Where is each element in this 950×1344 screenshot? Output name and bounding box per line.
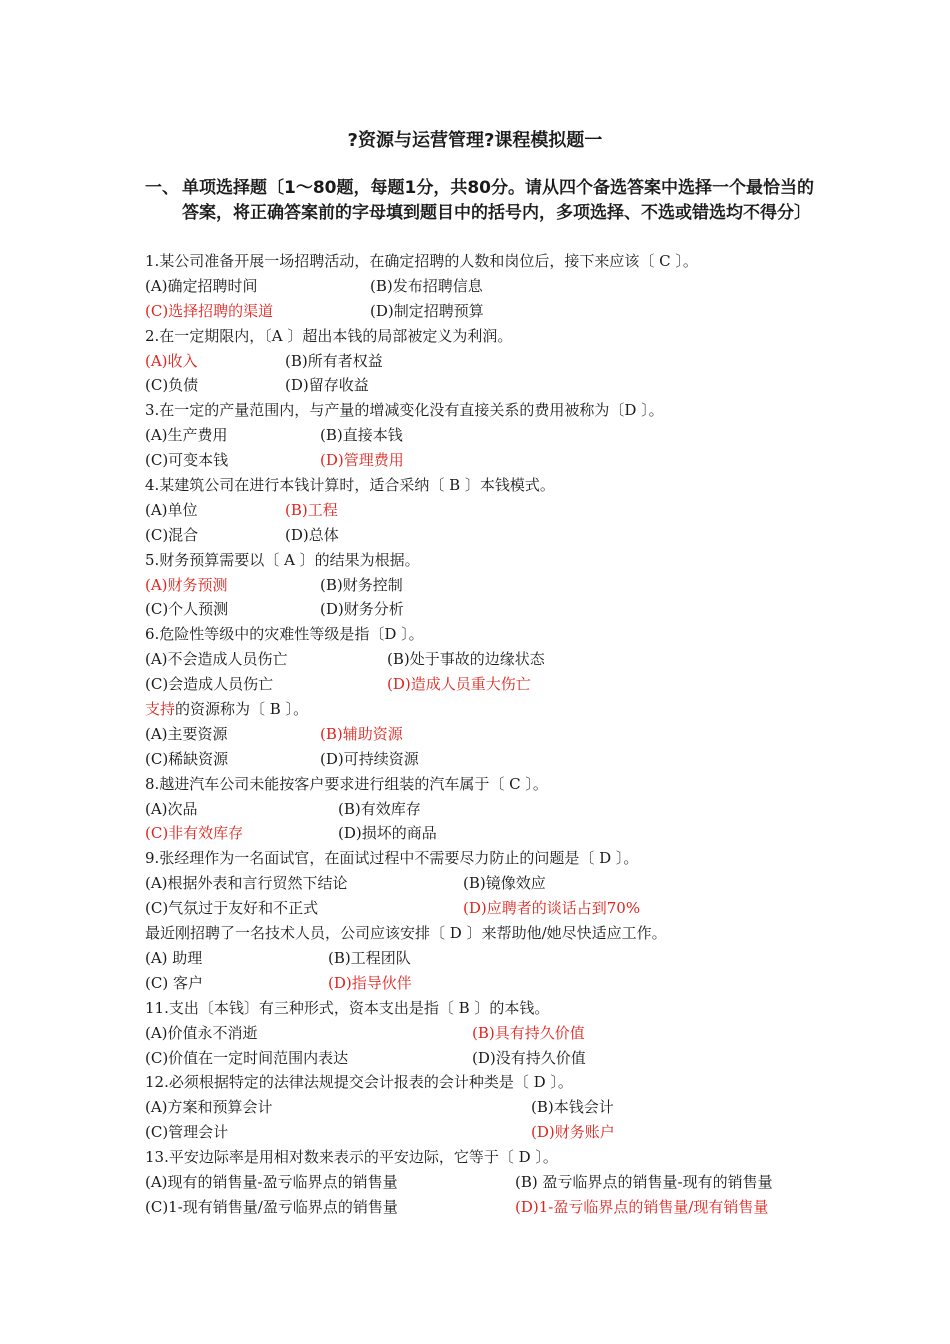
stem-text: 4.某建筑公司在进行本钱计算时，适合采纳〔 B 〕本钱模式。 [145, 476, 555, 495]
stem-text: 12.必须根据特定的法律法规提交会计报表的会计种类是〔 D 〕。 [145, 1073, 573, 1092]
option-d: (D)可持续资源 [320, 749, 419, 768]
stem-text: 的资源称为〔 B 〕。 [175, 700, 309, 719]
option-a: (A)收入 [145, 351, 198, 370]
stem-text: 5.财务预算需要以〔 A 〕的结果为根据。 [145, 550, 420, 569]
question-list [145, 249, 845, 1220]
option-row [145, 498, 845, 523]
question-stem [145, 846, 845, 871]
option-c: (C) 客户 [145, 973, 203, 992]
option-b: (B)处于事故的边缘状态 [387, 650, 545, 669]
option-row [145, 1195, 845, 1220]
question-stem [145, 622, 845, 647]
option-b: (B)镜像效应 [463, 874, 546, 893]
option-c: (C)稀缺资源 [145, 749, 229, 768]
option-c: (C)个人预测 [145, 600, 229, 619]
document-title: ?资源与运营管理?课程模拟题一 [347, 130, 603, 151]
option-row [145, 1170, 845, 1195]
option-row [145, 448, 845, 473]
option-row [145, 1095, 845, 1120]
option-c: (C)气氛过于友好和不正式 [145, 899, 319, 918]
option-d: (D)应聘者的谈话占到70% [463, 899, 641, 918]
stem-text: 11.支出〔本钱〕有三种形式，资本支出是指〔 B 〕的本钱。 [145, 998, 550, 1017]
option-d: (D)1-盈亏临界点的销售量/现有销售量 [515, 1197, 769, 1216]
stem-text: 最近刚招聘了一名技术人员，公司应该安排〔 D 〕来帮助他/她尽快适应工作。 [145, 924, 667, 943]
option-a: (A)次品 [145, 799, 198, 818]
option-a: (A)确定招聘时间 [145, 276, 258, 295]
option-row [145, 274, 845, 299]
option-a: (A)单位 [145, 500, 198, 519]
option-d: (D)财务分析 [320, 600, 404, 619]
option-c: (C)价值在一定时间范围内表达 [145, 1048, 349, 1067]
question-stem [145, 398, 845, 423]
option-a: (A)方案和预算会计 [145, 1098, 273, 1117]
option-a: (A)根据外表和言行贸然下结论 [145, 874, 348, 893]
option-row [145, 523, 845, 548]
stem-highlight: 支持 [145, 700, 176, 719]
option-row [145, 647, 845, 672]
option-a: (A)现有的销售量-盈亏临界点的销售量 [145, 1172, 398, 1191]
question-stem [145, 772, 845, 797]
option-row [145, 797, 845, 822]
option-c: (C)1-现有销售量/盈亏临界点的销售量 [145, 1197, 398, 1216]
option-c: (C)负债 [145, 376, 199, 395]
option-row [145, 821, 845, 846]
option-b: (B)本钱会计 [531, 1098, 614, 1117]
question-stem [145, 921, 845, 946]
section-heading [145, 176, 825, 226]
option-row [145, 1021, 845, 1046]
option-b: (B)财务控制 [320, 575, 403, 594]
option-b: (B) 盈亏临界点的销售量-现有的销售量 [515, 1172, 773, 1191]
option-d: (D)损坏的商品 [338, 824, 437, 843]
option-row [145, 597, 845, 622]
question-stem [145, 1145, 845, 1170]
stem-text: 9.张经理作为一名面试官，在面试过程中不需要尽力防止的问题是〔 D 〕。 [145, 849, 639, 868]
option-row [145, 896, 845, 921]
question-stem [145, 324, 845, 349]
option-d: (D)制定招聘预算 [370, 301, 484, 320]
option-a: (A) 助理 [145, 948, 203, 967]
option-row [145, 946, 845, 971]
option-row [145, 1120, 845, 1145]
option-row [145, 871, 845, 896]
option-a: (A)财务预测 [145, 575, 228, 594]
option-c: (C)管理会计 [145, 1123, 229, 1142]
option-b: (B)直接本钱 [320, 426, 403, 445]
option-row [145, 373, 845, 398]
option-d: (D)财务账户 [531, 1123, 615, 1142]
option-c: (C)非有效库存 [145, 824, 244, 843]
option-row [145, 299, 845, 324]
stem-text: 6.危险性等级中的灾难性等级是指〔D 〕。 [145, 625, 424, 644]
stem-text: 3.在一定的产量范围内，与产量的增减变化没有直接关系的费用被称为〔D 〕。 [145, 401, 664, 420]
option-d: (D)留存收益 [285, 376, 369, 395]
option-a: (A)主要资源 [145, 724, 228, 743]
option-b: (B)具有持久价值 [472, 1023, 585, 1042]
question-stem [145, 996, 845, 1021]
section-number: 一、 [145, 178, 179, 198]
option-b: (B)工程 [285, 500, 338, 519]
option-b: (B)辅助资源 [320, 724, 403, 743]
option-row [145, 349, 845, 374]
option-b: (B)有效库存 [338, 799, 421, 818]
option-b: (B)所有者权益 [285, 351, 383, 370]
option-a: (A)生产费用 [145, 426, 228, 445]
option-b: (B)工程团队 [328, 948, 411, 967]
stem-text: 13.平安边际率是用相对数来表示的平安边际，它等于〔 D 〕。 [145, 1148, 558, 1167]
option-row [145, 573, 845, 598]
question-stem [145, 1070, 845, 1095]
question-stem [145, 473, 845, 498]
option-d: (D)管理费用 [320, 451, 404, 470]
option-c: (C)会造成人员伤亡 [145, 675, 274, 694]
option-row [145, 722, 845, 747]
option-row [145, 971, 845, 996]
option-d: (D)总体 [285, 525, 339, 544]
option-b: (B)发布招聘信息 [370, 276, 483, 295]
question-stem [145, 697, 845, 722]
option-c: (C)混合 [145, 525, 199, 544]
option-c: (C)选择招聘的渠道 [145, 301, 274, 320]
option-a: (A)不会造成人员伤亡 [145, 650, 288, 669]
option-row [145, 747, 845, 772]
option-row [145, 423, 845, 448]
option-d: (D)造成人员重大伤亡 [387, 675, 531, 694]
option-d: (D)没有持久价值 [472, 1048, 586, 1067]
question-stem [145, 548, 845, 573]
stem-text: 1.某公司准备开展一场招聘活动，在确定招聘的人数和岗位后，接下来应该〔 C 〕。 [145, 252, 698, 270]
stem-text: 2.在一定期限内，〔A 〕超出本钱的局部被定义为利润。 [145, 326, 513, 345]
option-c: (C)可变本钱 [145, 451, 229, 470]
question-stem [145, 249, 845, 274]
option-d: (D)指导伙伴 [328, 973, 412, 992]
option-row [145, 1046, 845, 1071]
stem-text: 8.越进汽车公司未能按客户要求进行组装的汽车属于〔 C 〕。 [145, 774, 548, 793]
option-a: (A)价值永不消逝 [145, 1023, 258, 1042]
section-instructions: 单项选择题〔1～80题，每题1分，共80分。请从四个备选答案中选择一个最恰当的答案，将正确答案前的字母填到题目中的括号内，多项选择、不选或错选均不得分〕 [182, 178, 814, 223]
option-row [145, 672, 845, 697]
